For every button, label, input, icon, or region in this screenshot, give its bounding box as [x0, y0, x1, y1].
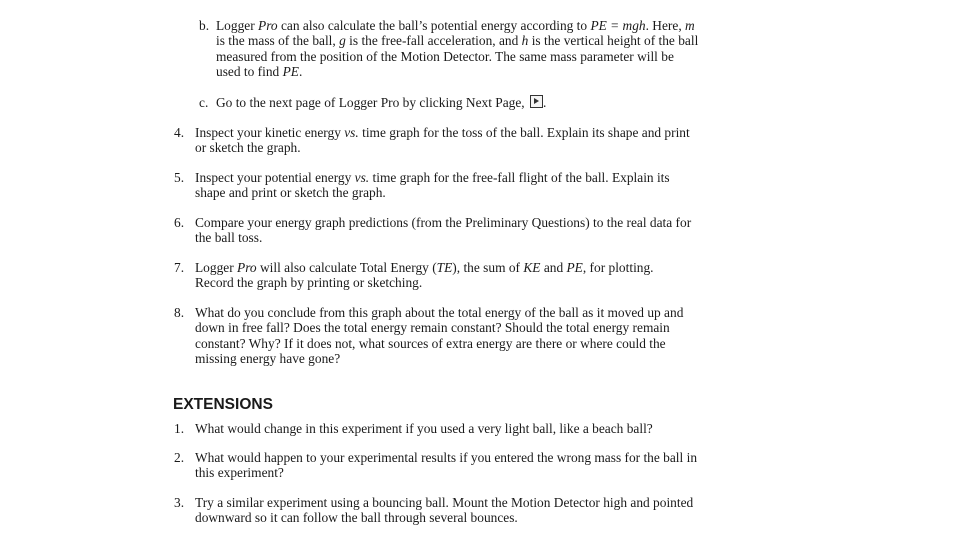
step-7-marker: 7. [174, 260, 185, 275]
step-3c-marker: c. [199, 95, 209, 110]
step-6-text: Compare your energy graph predictions (from the Preliminary Questions) to the real data for the ball toss. [195, 215, 692, 246]
extension-3-marker: 3. [174, 495, 185, 510]
step-8-text: What do you conclude from this graph about the total energy of the ball as it moved up and down in free fall? Does the total energy remain constant? Should the total energy remain constant? Why? If it does not, what sources of extra energy are there or where could the missing energy have gone? [195, 305, 684, 367]
step-3b-marker: b. [199, 18, 210, 33]
step-3b-text: Logger Pro can also calculate the ball’s potential energy according to PE = mgh. Here, m is the mass of the ball, g is the free-fall acceleration, and h is the vertical height of the ball measured from the position of the Motion Detector. The same mass parameter will be used to find PE. [216, 18, 699, 80]
extension-2-text: What would happen to your experimental results if you entered the wrong mass for the ball in this experiment? [195, 450, 698, 481]
step-6-marker: 6. [174, 215, 185, 230]
step-5-text: Inspect your potential energy vs. time graph for the free-fall flight of the ball. Explain its shape and print or sketch the graph. [195, 170, 670, 201]
next-page-icon[interactable] [530, 95, 543, 108]
step-8-marker: 8. [174, 305, 185, 320]
step-3c-text: Go to the next page of Logger Pro by clicking Next Page, . [216, 95, 547, 110]
step-4-text: Inspect your kinetic energy vs. time graph for the toss of the ball. Explain its shape and print or sketch the graph. [195, 125, 690, 156]
extension-3-text: Try a similar experiment using a bouncing ball. Mount the Motion Detector high and pointed downward so it can follow the ball through several bounces. [195, 495, 694, 526]
step-7-text: Logger Pro will also calculate Total Energy (TE), the sum of KE and PE, for plotting. Record the graph by printing or sketching. [195, 260, 654, 291]
extensions-heading: EXTENSIONS [173, 396, 273, 413]
extension-2-marker: 2. [174, 450, 185, 465]
extension-1-marker: 1. [174, 421, 185, 436]
step-4-marker: 4. [174, 125, 185, 140]
step-5-marker: 5. [174, 170, 185, 185]
extension-1-text: What would change in this experiment if you used a very light ball, like a beach ball? [195, 421, 653, 436]
